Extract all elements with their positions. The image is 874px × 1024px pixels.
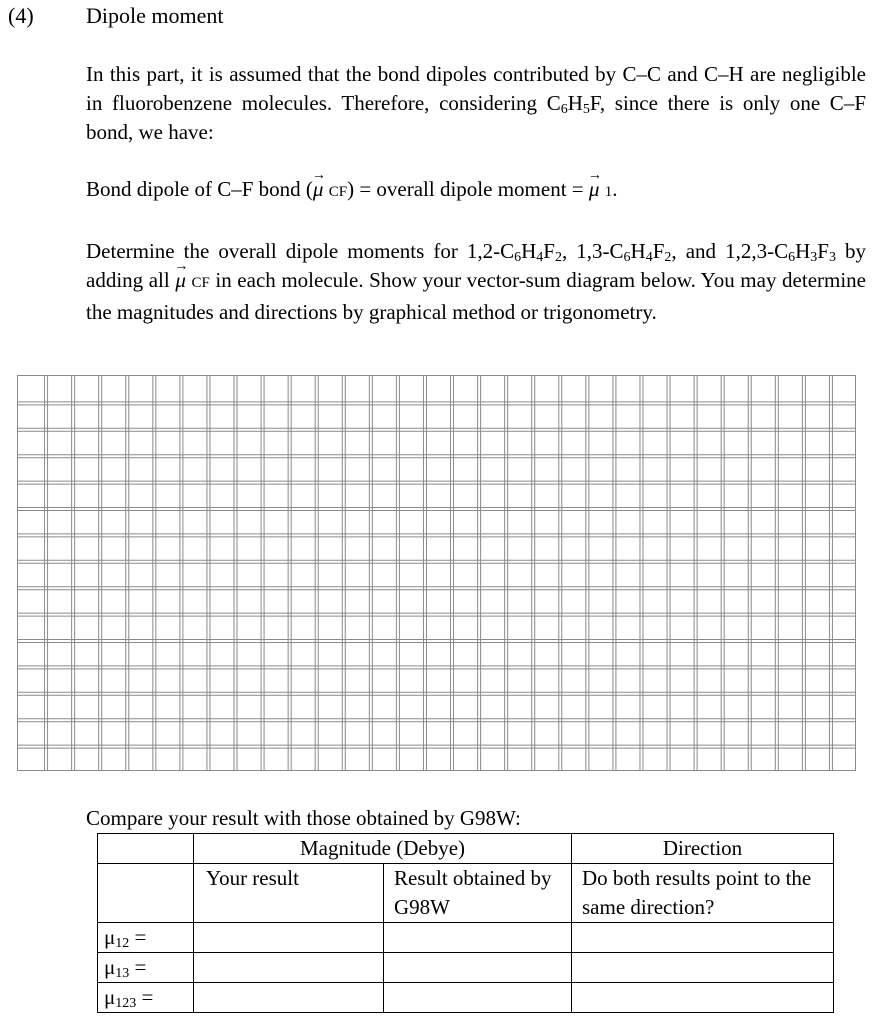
subheader-g98w-result: Result obtained by G98W — [384, 864, 572, 923]
header-direction: Direction — [572, 834, 834, 864]
subheader-empty-cell — [98, 864, 194, 923]
mu123-direction-cell[interactable] — [572, 983, 834, 1013]
mu13-direction-cell[interactable] — [572, 953, 834, 983]
row-label-mu123: $\mu_{123}$ = — [98, 983, 194, 1013]
intro-paragraph: In this part, it is assumed that the bond dipoles contributed by C–C and C–H are negligible in fluorobenzene molecules. Therefore, considering $C_6H_5F$, since there is only one C–F bond, we have: — [86, 62, 866, 144]
instruction-paragraph: Determine the overall dipole moments for $1,2-C_6H_4F_2$, $1,3-C_6H_4F_2$, and $1,2,3-C_6H_3F_3$ by adding all → μ CF in each molecule. Show your vector-sum diagram below. You may determine the magnitudes and directions by graphical method or trigonometry. — [86, 237, 866, 327]
mu-vector-symbol: → μ — [175, 266, 186, 295]
table-row — [98, 923, 834, 953]
mu12-g98w-cell[interactable] — [384, 923, 572, 953]
compare-label: Compare your result with those obtained by G98W: — [86, 806, 521, 830]
mu123-g98w-cell[interactable] — [384, 983, 572, 1013]
table-row — [98, 953, 834, 983]
header-magnitude: Magnitude (Debye) — [194, 834, 572, 864]
row-label-mu13: $\mu_{13}$ = — [98, 953, 194, 983]
mu12-direction-cell[interactable] — [572, 923, 834, 953]
mu13-g98w-cell[interactable] — [384, 953, 572, 983]
mu-vector-symbol: → μ — [313, 175, 324, 204]
table-row — [98, 983, 834, 1013]
header-empty-cell — [98, 834, 194, 864]
row-label-mu12: $\mu_{12}$ = — [98, 923, 194, 953]
mu-vector-symbol: → μ — [589, 175, 600, 204]
mu13-your-result-cell[interactable] — [194, 953, 384, 983]
mu12-your-result-cell[interactable] — [194, 923, 384, 953]
section-number: (4) — [8, 3, 34, 28]
table-header-row — [98, 834, 834, 864]
section-title: Dipole moment — [86, 3, 224, 28]
mu123-your-result-cell[interactable] — [194, 983, 384, 1013]
vector-sum-grid[interactable] — [17, 375, 856, 771]
bond-dipole-equation: Bond dipole of C–F bond (→ μ CF) = overall dipole moment = → μ 1. — [86, 175, 617, 207]
subheader-direction-question: Do both results point to the same direction? — [572, 864, 834, 923]
grid-lines — [17, 375, 856, 771]
results-table — [97, 833, 834, 1013]
subheader-your-result: Your result — [194, 864, 384, 923]
table-subheader-row — [98, 864, 834, 923]
